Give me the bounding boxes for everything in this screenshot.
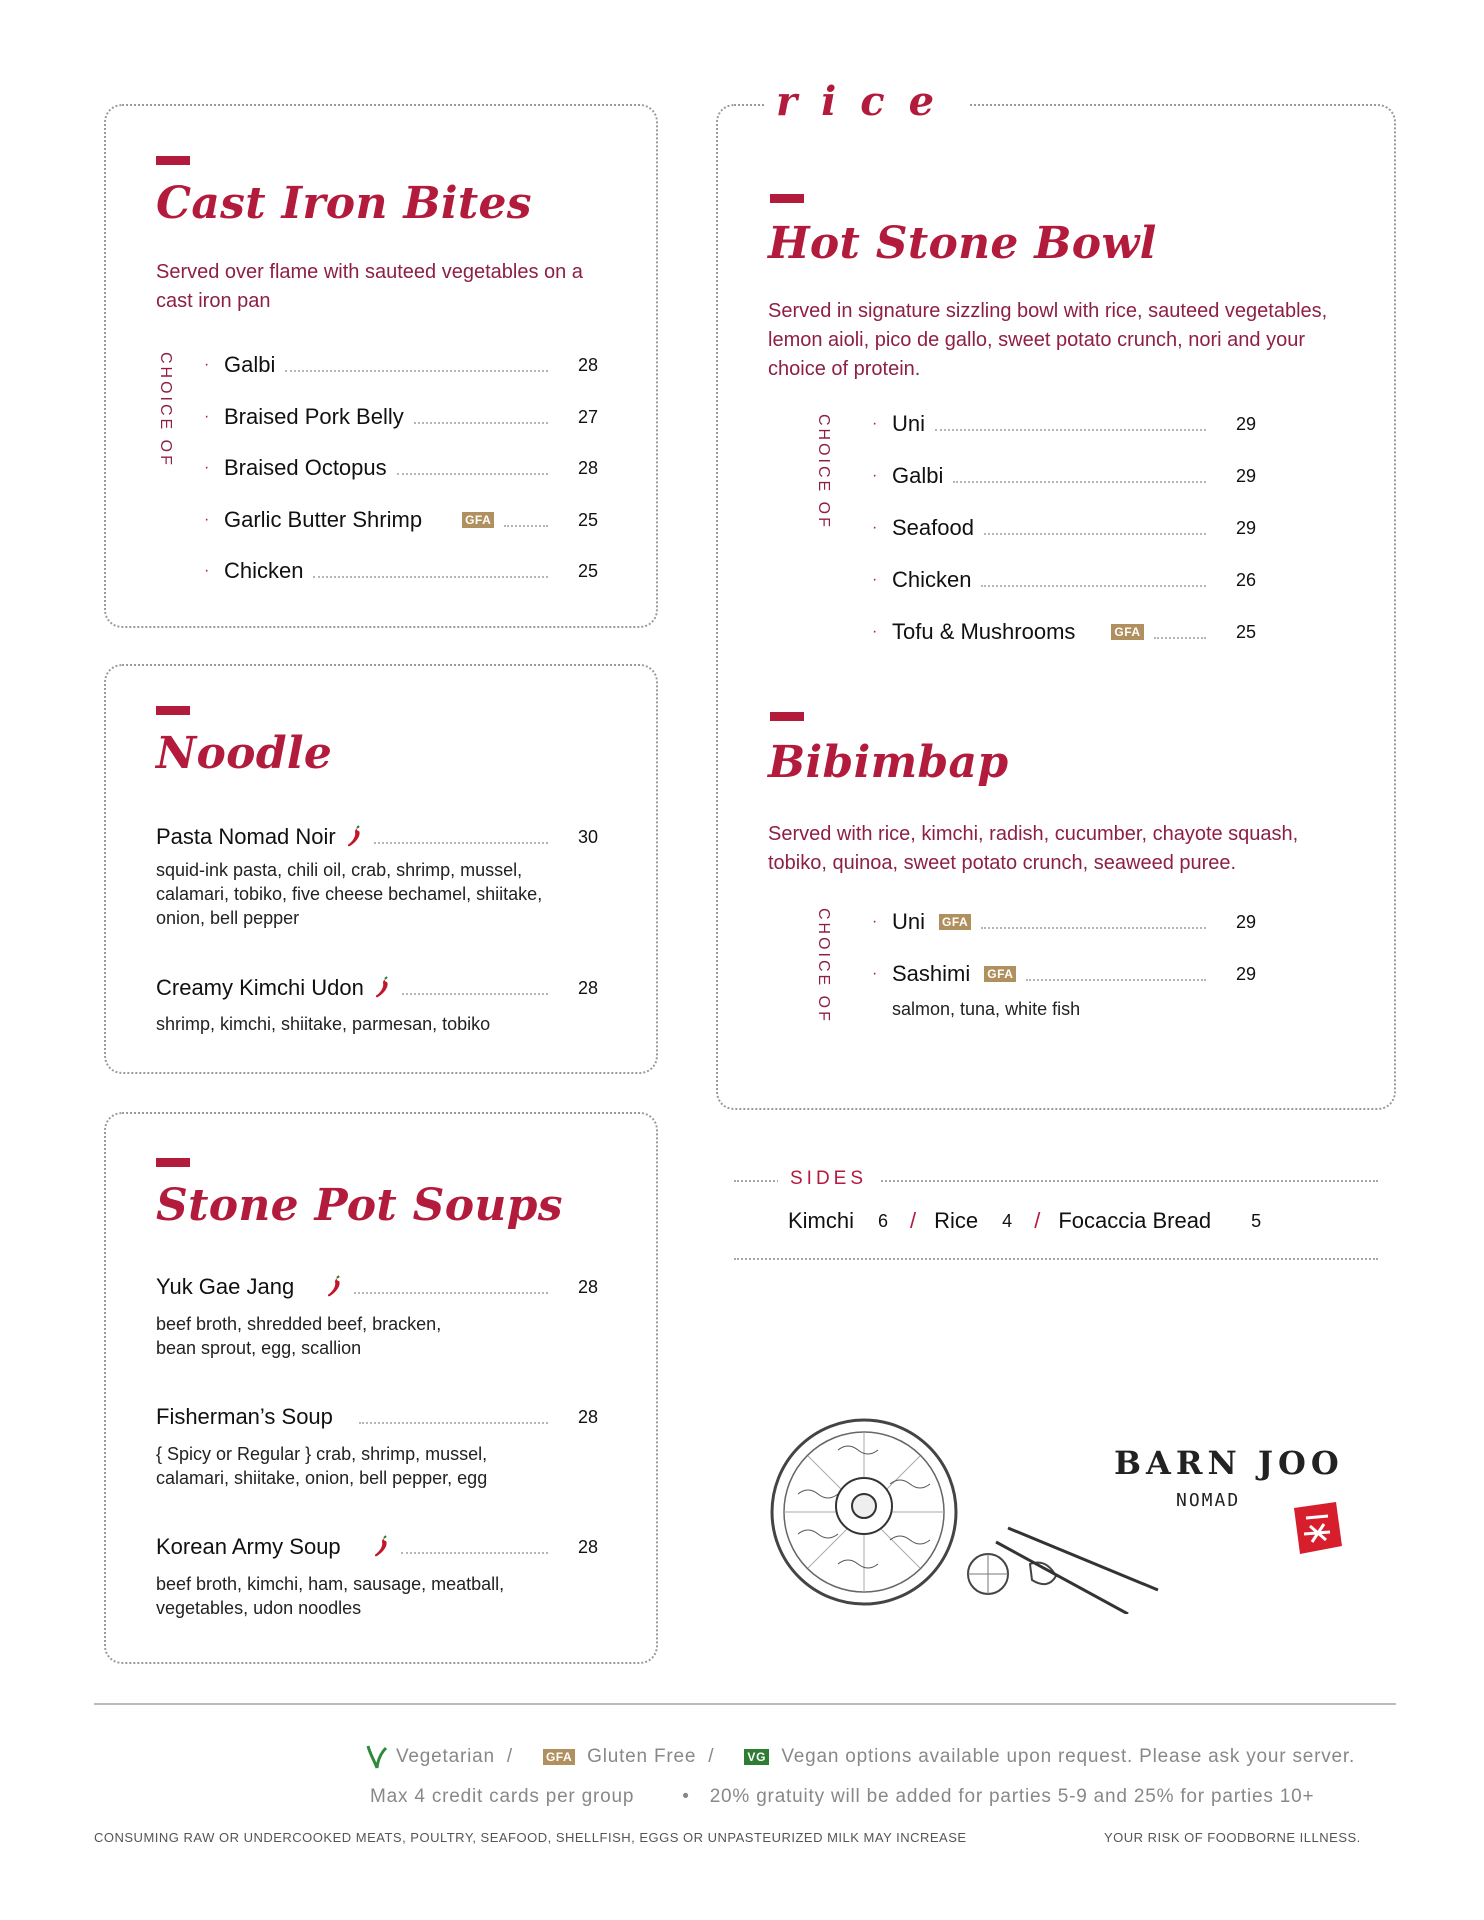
item-description: salmon, tuna, white fish (892, 999, 1081, 1019)
sides-row (788, 1208, 1275, 1234)
item-price: 29 (1235, 517, 1256, 538)
menu-item-sashimi (872, 959, 1256, 989)
item-price: 29 (1235, 465, 1256, 486)
rice-label: rice (766, 78, 968, 125)
policy-line (370, 1786, 1314, 1808)
item-name: Seafood (892, 515, 974, 540)
menu-item-uni (872, 409, 1256, 439)
leader-dots (1026, 967, 1206, 981)
legend-vegetarian: Vegetarian (396, 1746, 495, 1767)
item-name: Chicken (892, 567, 972, 592)
noodle-title: Noodle (156, 728, 333, 779)
item-description: { Spicy or Regular } crab, shrimp, mussel, calamari, shiitake, onion, bell pepper, egg (156, 1444, 488, 1488)
credit-card-policy: Max 4 credit cards per group (370, 1786, 635, 1807)
legend-vegan: Vegan options available upon request. Please ask your server. (781, 1746, 1356, 1767)
bullet: · (204, 459, 210, 476)
gfa-badge: GFA (939, 914, 971, 930)
item-price: 28 (577, 1536, 598, 1557)
choice-of-label: CHOICE OF (815, 908, 832, 1024)
accent-bar (770, 194, 804, 203)
menu-item-pasta-nomad-noir (156, 822, 598, 852)
item-name: Galbi (224, 352, 276, 377)
sides-bottom-rule (734, 1258, 1378, 1260)
leader-dots (285, 358, 548, 372)
leader-dots (402, 981, 548, 995)
gfa-badge: GFA (984, 966, 1016, 982)
leader-dots (935, 417, 1206, 431)
item-price: 28 (577, 977, 598, 998)
chili-pepper-icon (371, 1535, 391, 1559)
cast-iron-subtitle: Served over flame with sauteed vegetables on a cast iron pan (156, 261, 583, 312)
bibimbap-title: Bibimbap (768, 737, 1009, 788)
gfa-badge: GFA (462, 512, 494, 528)
item-name: Braised Pork Belly (224, 404, 404, 429)
menu-item-creamy-kimchi-udon (156, 973, 598, 1003)
item-name: Yuk Gae Jang (156, 1274, 295, 1299)
leader-dots (354, 1280, 548, 1294)
item-name: Garlic Butter Shrimp (224, 507, 423, 532)
legend-gluten-free: Gluten Free (587, 1746, 697, 1767)
item-price: 28 (577, 354, 598, 375)
item-name: Braised Octopus (224, 455, 387, 480)
bibimbap-illustration (768, 1414, 1168, 1614)
bullet: · (204, 511, 210, 528)
leader-dots (1154, 625, 1206, 639)
item-price: 29 (1235, 413, 1256, 434)
accent-bar (156, 156, 190, 165)
gfa-badge: GFA (543, 1749, 575, 1765)
leader-dots (953, 469, 1206, 483)
item-name: Chicken (224, 558, 304, 583)
chili-pepper-icon (344, 825, 364, 849)
bullet: · (204, 408, 210, 425)
item-price: 27 (577, 406, 598, 427)
bullet: · (872, 415, 878, 432)
item-name: Creamy Kimchi Udon (156, 975, 364, 1000)
item-name: Pasta Nomad Noir (156, 824, 336, 849)
leader-dots (374, 830, 548, 844)
soups-title: Stone Pot Soups (156, 1180, 563, 1231)
item-price: 26 (1235, 569, 1256, 590)
item-price: 25 (577, 560, 598, 581)
legend-slash: / (506, 1746, 513, 1767)
menu-item-chicken (204, 556, 598, 586)
choice-of-label: CHOICE OF (815, 414, 832, 530)
menu-item-seafood (872, 513, 1256, 543)
leader-dots (359, 1410, 548, 1424)
side-price: 5 (1251, 1210, 1262, 1231)
accent-bar (770, 712, 804, 721)
menu-item-galbi (204, 350, 598, 380)
item-name: Sashimi (892, 961, 971, 986)
separator-dot: • (682, 1786, 690, 1807)
item-name: Tofu & Mushrooms (892, 619, 1076, 644)
chili-pepper-icon (372, 976, 392, 1000)
legend-slash: / (708, 1746, 715, 1767)
brand-sub: NOMAD (1176, 1490, 1241, 1511)
menu-item-garlic-butter-shrimp (204, 505, 598, 535)
footer-rule (94, 1703, 1396, 1705)
menu-item-fishermans-soup (156, 1402, 598, 1432)
menu-item-chicken (872, 565, 1256, 595)
item-price: 30 (577, 826, 598, 847)
chili-pepper-icon (324, 1275, 344, 1299)
bullet: · (872, 913, 878, 930)
bullet: · (872, 965, 878, 982)
side-price: 6 (878, 1210, 889, 1231)
bullet: · (872, 571, 878, 588)
item-name: Uni (892, 909, 926, 934)
hot-stone-subtitle: Served in signature sizzling bowl with rice, sauteed vegetables, lemon aioli, pico de gallo, sweet potato crunch, nori and your choice of protein. (768, 300, 1328, 380)
menu-item-uni (872, 907, 1256, 937)
brand-seal-icon (1290, 1500, 1344, 1556)
brand-name: BARN JOO (1114, 1444, 1344, 1482)
hot-stone-title: Hot Stone Bowl (768, 218, 1157, 269)
gratuity-policy: 20% gratuity will be added for parties 5-9 and 25% for parties 10+ (709, 1786, 1315, 1807)
health-warning-right: YOUR RISK OF FOODBORNE ILLNESS. (1104, 1830, 1361, 1845)
leader-dots (401, 1540, 548, 1554)
health-warning-left: CONSUMING RAW OR UNDERCOOKED MEATS, POULTRY, SEAFOOD, SHELLFISH, EGGS OR UNPASTEURIZED MILK MAY INCREASE (94, 1830, 967, 1845)
bullet: · (204, 356, 210, 373)
menu-item-braised-octopus (204, 453, 598, 483)
item-name: Galbi (892, 463, 944, 488)
item-name: Fisherman’s Soup (156, 1404, 333, 1429)
item-name: Korean Army Soup (156, 1534, 341, 1559)
item-description: squid-ink pasta, chili oil, crab, shrimp, mussel, calamari, tobiko, five cheese bechamel, shiitake, onion, bell pepper (156, 860, 543, 928)
item-price: 25 (1235, 621, 1256, 642)
vegetarian-leaf-icon (366, 1744, 388, 1770)
leader-dots (984, 521, 1206, 535)
bibimbap-subtitle: Served with rice, kimchi, radish, cucumber, chayote squash, tobiko, quinoa, sweet potato crunch, seaweed puree. (768, 823, 1299, 874)
item-price: 28 (577, 457, 598, 478)
cast-iron-title: Cast Iron Bites (156, 178, 532, 229)
menu-item-braised-pork-belly (204, 402, 598, 432)
side-name: Kimchi (788, 1208, 855, 1233)
item-price: 29 (1235, 963, 1256, 984)
item-price: 25 (577, 509, 598, 530)
side-price: 4 (1002, 1210, 1013, 1231)
accent-bar (156, 706, 190, 715)
item-price: 28 (577, 1406, 598, 1427)
leader-dots (981, 573, 1206, 587)
leader-dots (981, 915, 1206, 929)
menu-item-tofu-mushrooms (872, 617, 1256, 647)
item-name: Uni (892, 411, 926, 436)
separator: / (910, 1208, 917, 1233)
item-description: shrimp, kimchi, shiitake, parmesan, tobiko (156, 1014, 491, 1034)
separator: / (1034, 1208, 1041, 1233)
side-name: Focaccia Bread (1058, 1208, 1212, 1233)
bullet: · (872, 623, 878, 640)
menu-item-galbi (872, 461, 1256, 491)
bullet: · (872, 519, 878, 536)
leader-dots (414, 410, 548, 424)
item-description: beef broth, shredded beef, bracken, bean sprout, egg, scallion (156, 1314, 442, 1358)
leader-dots (397, 461, 548, 475)
vg-badge: VG (744, 1749, 769, 1765)
leader-dots (504, 513, 548, 527)
choice-of-label: CHOICE OF (157, 352, 174, 468)
sides-label: SIDES (778, 1168, 879, 1190)
item-description: beef broth, kimchi, ham, sausage, meatball, vegetables, udon noodles (156, 1574, 505, 1618)
item-price: 29 (1235, 911, 1256, 932)
legend-line (366, 1744, 1355, 1770)
bullet: · (204, 562, 210, 579)
side-name: Rice (934, 1208, 979, 1233)
leader-dots (313, 564, 548, 578)
item-price: 28 (577, 1276, 598, 1297)
gfa-badge: GFA (1111, 624, 1143, 640)
menu-item-korean-army-soup (156, 1532, 598, 1562)
menu-item-yuk-gae-jang (156, 1272, 598, 1302)
accent-bar (156, 1158, 190, 1167)
bullet: · (872, 467, 878, 484)
